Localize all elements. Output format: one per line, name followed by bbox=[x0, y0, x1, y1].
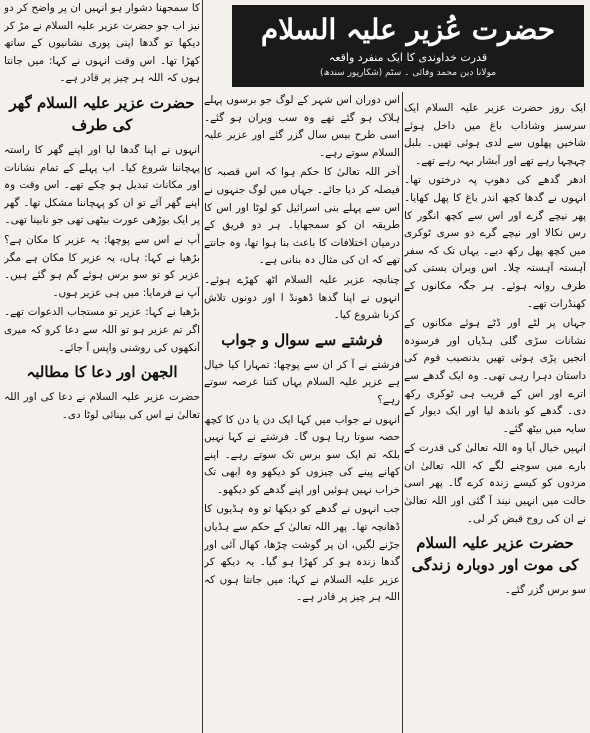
article-title: حضرت عُزیر علیہ السلام bbox=[260, 13, 556, 46]
paragraph: حضرت عزیر علیہ السلام نے دعا کی اور اللہ تعالیٰ نے اس کی بینائی لوٹا دی۔ bbox=[4, 391, 200, 421]
paragraph: ایک روز حضرت عزیر علیہ السلام ایک سرسبز وشاداب باغ میں داخل ہوئے شاخیں پھلوں سے لدی ہوئی تھیں۔ بلبل چہچہا رہے تھے اور آبشار بہہ رہے تھے۔ bbox=[404, 102, 586, 167]
paragraph: سو برس گزر گئے۔ bbox=[504, 584, 586, 597]
paragraph: کا سمجھنا دشوار ہو انہیں ان پر واضح کر دو نیز اب جو حضرت عزیر علیہ السلام نے مڑ کر دیکھا تو گدھا اپنی پوری نشانیوں کے ساتھ کھڑا تھا۔ اس وقت انہوں نے کہا: میں جانتا ہوں کہ اللہ ہر چیز پر قادر ہے۔ bbox=[4, 2, 200, 85]
paragraph: آپ نے اس سے پوچھا: یہ عزیر کا مکان ہے؟ بڑھیا نے کہا: ہاں، یہ عزیر کا مکان ہے مگر عزیر کو تو سو برس ہوئے گم ہو گئے ہیں۔ آپ نے فرمایا: میں ہی عزیر ہوں۔ bbox=[4, 233, 200, 299]
section-heading: الجھن اور دعا کا مطالبہ bbox=[26, 363, 178, 382]
paragraph: جہاں پر لٹے اور ڈٹے ہوئے مکانوں کے نشانات سڑی گلی ہڈیاں اور فرسودہ انجیں پڑی ہوئی تھیں بدنصیب قوم کی داستان دہرا رہی تھی۔ وہ ایک گدھے سے اترے اور اس کے قریب ہی ٹوکری رکھ دی۔ گدھے کو باندھ لیا اور ایک دیوار کے سایہ میں بیٹھ گئے۔ bbox=[404, 317, 586, 435]
paragraph: چنانچہ عزیر علیہ السلام اٹھ کھڑے ہوئے۔ انہوں نے اپنا گدھا ڈھونڈ ا اور دونوں تلاش کرنا شروع کیا۔ bbox=[204, 273, 400, 322]
paragraph: آخر اللہ تعالیٰ کا حکم ہوا کہ اس قصبہ کا فیصلہ کر دیا جائے۔ جہاں میں لوگ جنہوں نے اس سے پہلے بنی اسرائیل کو لوٹا اور اس کا طریقہ ان کو سمجھایا۔ ہر دو فریق کے درمیان اختلافات کا باعث بنا ہوا تھا، وہ جانتے تھے کہ ان کی مثال دہ بنانی ہے۔ bbox=[204, 166, 400, 267]
article-masthead bbox=[232, 5, 584, 87]
right-column bbox=[404, 100, 586, 733]
paragraph: انہیں خیال آیا وہ اللہ تعالیٰ کی قدرت کے بارے میں سوچنے لگے کہ اللہ تعالیٰ ان مردوں کو کیسے زندہ کرے گا۔ پھر اسی حالت میں انہیں نیند آ گئی اور اللہ تعالیٰ نے ان کی روح قبض کر لی۔ bbox=[404, 442, 586, 525]
paragraph: بڑھیا نے کہا: عزیر تو مستجاب الدعوات تھے۔ اگر تم عزیر ہو تو اللہ سے دعا کرو کہ میری آنکھوں کی روشنی واپس آ جائے۔ bbox=[4, 306, 200, 354]
middle-column bbox=[204, 92, 400, 733]
paragraph: ادھر گدھے کی دھوپ پہ درختوں تھا۔ انہوں نے گدھا کچھ اندر باغ کا پھل کھایا۔ پھر نیچے گرے اور اس سے کچھ انگور کا رس نکالا اور نیچے گرے دو سری ٹوکری میں کچھ پھل رکھ دیے۔ یہاں تک کہ سفر آہستہ آہستہ چلا۔ اس ویران بستی کی طرف روانہ ہوئے۔ ہر جگہ مکانوں کے کھنڈرات تھے۔ bbox=[404, 174, 586, 310]
paragraph: انہوں نے جواب میں کہا ایک دن یا دن کا کچھ حصہ سوتا رہا ہوں گا۔ فرشتے نے کہا نہیں بلکہ تم ایک سو برس تک سوتے رہے۔ اپنے کھانے پینے کی چیزوں کو دیکھو وہ ابھی تک خراب نہیں ہوئیں اور اپنے گدھے کو دیکھو۔ bbox=[204, 413, 400, 496]
article-subtitle: قدرت خداوندی کا ایک منفرد واقعہ bbox=[328, 51, 488, 64]
article-byline: مولانا دین محمد وفائی ۔ سٹم (شکارپور سندھ) bbox=[319, 68, 497, 78]
paragraph: جب انہوں نے گدھے کو دیکھا تو وہ ہڈیوں کا ڈھانچہ تھا۔ پھر اللہ تعالیٰ کے حکم سے ہڈیاں جڑنے لگیں، ان پر گوشت چڑھا، کھال آئی اور گدھا زندہ ہو کر کھڑا ہو گیا۔ یہ دیکھ کر عزیر علیہ السلام نے کہا: میں جانتا ہوں کہ اللہ ہر چیز پر قادر ہے۔ bbox=[204, 503, 400, 604]
section-heading: فرشتے سے سوال و جواب bbox=[221, 330, 383, 349]
section-heading: حضرت عزیر علیہ السلام گھر کی طرف bbox=[9, 93, 195, 134]
left-column bbox=[4, 0, 200, 733]
paragraph: انہوں نے اپنا گدھا لیا اور اپنے گھر کا راستہ پہچاننا شروع کیا۔ اب پہلے کے تمام نشانات اور مکانات تبدیل ہو چکے تھے۔ اس وقت وہ اپنے گھر آئے تو ان کو پہچاننا مشکل تھا۔ گھر پر ایک بوڑھی عورت بیٹھی تھی جو نابینا تھی۔ bbox=[4, 143, 200, 227]
column-divider bbox=[202, 0, 203, 733]
paragraph: اس دوران اس شہر کے لوگ جو برسوں پہلے ہلاک ہو گئے تھے وہ سب ویران ہو گئے۔ اسی طرح بیس سال گزر گئے اور عزیر علیہ السلام سوتے رہے۔ bbox=[204, 94, 400, 159]
column-divider bbox=[402, 92, 403, 733]
section-heading: حضرت عزیر علیہ السلام کی موت اور دوبارہ زندگی bbox=[411, 534, 579, 575]
paragraph: فرشتے نے آ کر ان سے پوچھا: تمہارا کیا خیال ہے عزیر علیہ السلام یہاں کتنا عرصہ سوتے رہے؟ bbox=[204, 358, 400, 406]
